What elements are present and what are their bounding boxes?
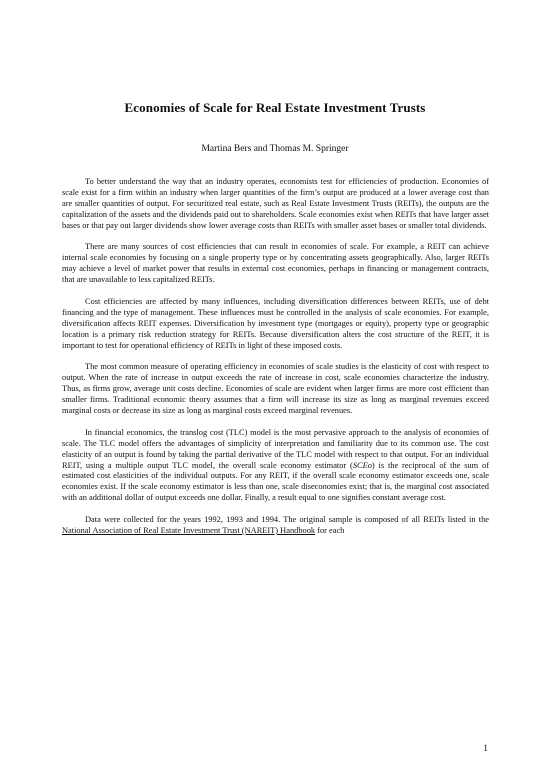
body-paragraph-5 [62, 428, 489, 504]
paragraph-5-text-a: In financial economics, the translog cost (TLC) model is the most pervasive approach to the analysis of economies of scale. The TLC model offers the advantages of simplicity of interpretation and familiarity due to its common use. The cost elasticity of an output is found by taking the partial derivative of the TLC model with respect to that output. For an individual REIT, using a multiple output TLC model, the overall scale economy estimator ( [62, 427, 489, 470]
body-paragraph-3: Cost efficiencies are affected by many influences, including diversification differences between REITs, use of debt financing and the type of management. These influences must be controlled in the analysis of scale economies. For example, diversification affects REIT expenses. Diversification by investment type (mortgages or equity), property type or geographic location is a primary risk reduction strategy for REITs. Because diversification alters the cost structure of the REIT, it is important to test for operational efficiency of REITs in light of these imposed costs. [62, 296, 489, 350]
paragraph-6-text-b: for each [315, 525, 345, 535]
paragraph-5-text-b: ) is the reciprocal of the sum of estimated cost elasticities of the individual outputs. For any REIT, if the overall scale economy estimator exceeds one, scale economies exist. If the scale economy estimator is less than one, scale diseconomies exist; that is, the marginal cost associated with an additional dollar of output exceeds one dollar. Finally, a result equal to one signifies constant average cost. [62, 460, 489, 503]
body-paragraph-2: There are many sources of cost efficiencies that can result in economies of scale. For example, a REIT can achieve internal scale economies by focusing on a single property type or by concentrating assets geographically. Also, larger REITs may achieve a level of market power that results in external cost economies, perhaps in financing or management contracts, that are unavailable to less capitalized REITs. [62, 242, 489, 285]
body-paragraph-6 [62, 515, 489, 537]
paper-authors: Martina Bers and Thomas M. Springer [201, 144, 349, 154]
body-paragraph-1: To better understand the way that an industry operates, economists test for efficiencies of production. Economies of scale exist for a firm within an industry when larger quantities of the firm’s output are produced at a lower average cost than are smaller quantities of output. For securitized real estate, such as Real Estate Investment Trusts (REITs), the outputs are the capitalization of the assets and the dividends paid out to shareholders. Scale economies exist when REITs that have larger asset bases or that pay out larger dividends show lower average costs than REITs with smaller asset bases or smaller total dividends. [62, 177, 489, 230]
paper-title: Economies of Scale for Real Estate Investment Trusts [124, 100, 426, 115]
body-paragraph-4: The most common measure of operating efficiency in economies of scale studies is the elasticity of cost with respect to output. When the rate of increase in output exceeds the rate of increase in cost, scale economies characterize the industry. Thus, as firms grow, average unit costs decline. Economies of scale are evident when larger firms are more cost efficient than smaller firms. Traditional economic theory assumes that a firm will increase its size as long as marginal revenues exceed marginal costs or decrease its size as long as marginal costs exceed marginal revenues. [62, 362, 489, 415]
page-number: 1 [483, 744, 488, 754]
paragraph-6-text-a: Data were collected for the years 1992, 1993 and 1994. The original sample is composed of all REITs listed in the [85, 515, 489, 525]
scale-economy-estimator-symbol: SCEo [352, 460, 372, 470]
paper-body [62, 177, 489, 537]
nareit-handbook-reference: National Association of Real Estate Investment Trust (NAREIT) Handbook [62, 525, 316, 535]
